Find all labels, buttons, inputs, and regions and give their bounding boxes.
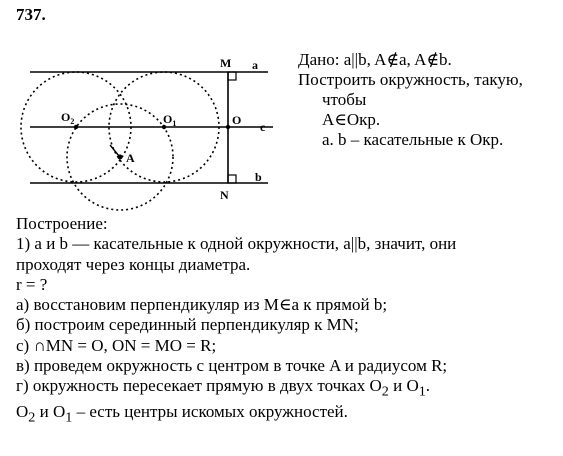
- given-line-5: a. b – касательные к Окр.: [322, 130, 504, 149]
- label-o: O: [232, 113, 242, 127]
- given-line-1: Дано: a||b, A∉a, A∉b.: [298, 50, 452, 69]
- geometry-figure: [0, 0, 300, 212]
- r-question: r = ?: [16, 274, 48, 294]
- step-1b: проходят через концы диаметра.: [16, 254, 251, 274]
- given-line-2: Построить окружность, такую,: [298, 70, 523, 89]
- point-o: [226, 125, 230, 129]
- label-b: b: [255, 170, 262, 184]
- label-a: a: [252, 58, 258, 72]
- step-b: б) построим серединный перпендикуляр к MN;: [16, 315, 359, 335]
- final-statement: $O_2$ и $O_1$ – есть центры искомых окружностей.: [16, 402, 348, 426]
- given-block: [298, 50, 523, 150]
- step-v: в) проведем окружность с центром в точке A и радиусом R;: [16, 356, 448, 376]
- step-c: с) ∩MN = O, ON = MO = R;: [16, 335, 217, 355]
- label-m: M: [220, 56, 232, 70]
- construction-block: [16, 214, 556, 428]
- problem-number: 737.: [16, 5, 46, 24]
- right-angle-mark-m: [228, 72, 236, 80]
- label-n: N: [220, 188, 229, 202]
- step-g: г) окружность пересекает прямую в двух точках $O_2$ и $O_1$.: [16, 376, 431, 400]
- label-point-a: A: [126, 151, 135, 165]
- right-angle-mark-n: [228, 175, 236, 183]
- step-1a: 1) a и b — касательные к одной окружности, a||b, значит, они: [16, 234, 457, 254]
- given-line-4: A∈Окр.: [322, 110, 381, 129]
- given-line-3: чтобы: [322, 90, 367, 109]
- point-o2: [74, 125, 78, 129]
- step-a: а) восстановим перпендикуляр из M∈a к прямой b;: [16, 295, 388, 315]
- label-o2: $O_2$: [61, 110, 75, 126]
- label-o1: $O_1$: [163, 112, 177, 128]
- arrow-to-a: [110, 145, 119, 156]
- label-c: c: [260, 120, 266, 134]
- construction-heading: Построение:: [16, 214, 108, 233]
